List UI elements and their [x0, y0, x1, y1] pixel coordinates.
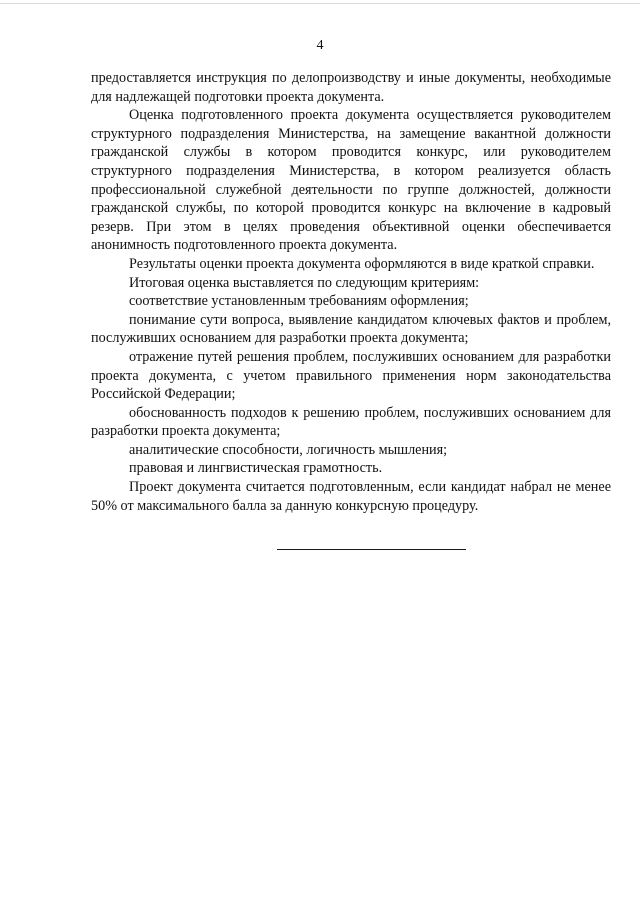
criterion-item: обоснованность подходов к решению проблем, послуживших основанием для разработки проекта документа; [91, 404, 611, 440]
criterion-item: соответствие установленным требованиям оформления; [129, 293, 469, 310]
document-body [91, 69, 611, 515]
paragraph-results: Результаты оценки проекта документа оформляются в виде краткой справки. [129, 255, 595, 272]
criterion-item: правовая и лингвистическая грамотность. [129, 460, 383, 477]
end-of-text-rule [277, 549, 466, 550]
paragraph-criteria-intro: Итоговая оценка выставляется по следующим критериям: [129, 274, 480, 291]
page-number: 4 [316, 38, 324, 53]
criterion-item: аналитические способности, логичность мышления; [129, 441, 448, 458]
paragraph-conclusion: Проект документа считается подготовленным, если кандидат набрал не менее 50% от максимального балла за данную конкурсную процедуру. [91, 479, 611, 514]
paragraph-assessment: Оценка подготовленного проекта документа осуществляется руководителем структурного подразделения Министерства, на замещение вакантной должности гражданской службы в котором проводится конкурс, или руководителем структурного подразделения Министерства, в котором реализуется область профессиональной служебной деятельности по группе должностей, должности гражданской службы, по которой проводится конкурс на включение в кадровый резерв. При этом в целях проведения объективной оценки обеспечивается анонимность подготовленного проекта документа. [91, 107, 611, 254]
criterion-item: понимание сути вопроса, выявление кандидатом ключевых фактов и проблем, послуживших основанием для разработки проекта документа; [91, 311, 611, 347]
scan-top-edge [0, 3, 640, 4]
paragraph-continuation: предоставляется инструкция по делопроизводству и иные документы, необходимые для надлежащей подготовки проекта документа. [91, 70, 611, 105]
criterion-item: отражение путей решения проблем, послуживших основанием для разработки проекта документа, с учетом правильного применения норм законодательства Российской Федерации; [91, 348, 611, 403]
